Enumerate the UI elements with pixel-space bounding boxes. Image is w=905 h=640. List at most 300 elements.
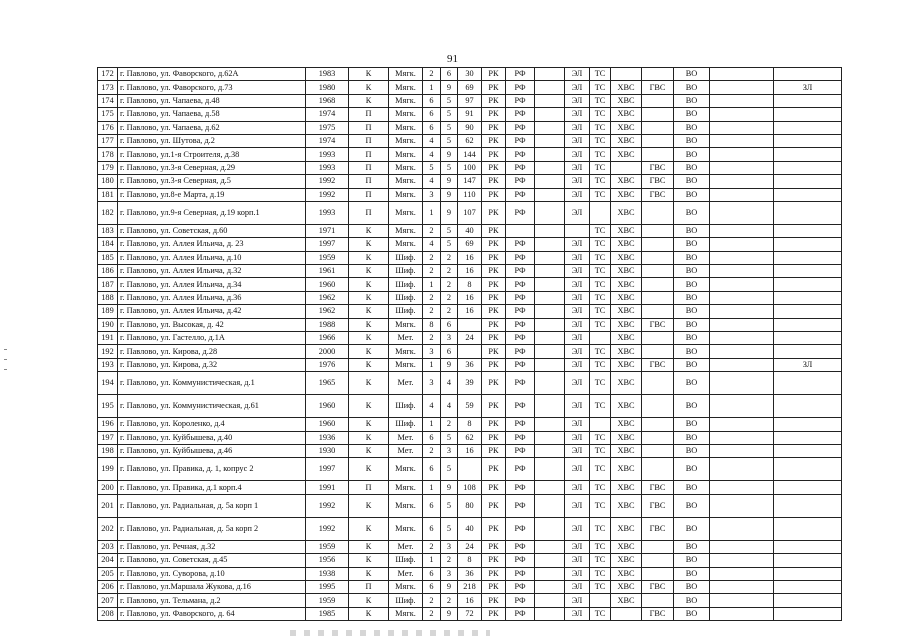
table-cell: 5 — [441, 121, 458, 134]
table-cell: ТС — [590, 345, 611, 358]
table-cell: 40 — [458, 517, 482, 540]
table-cell — [710, 481, 774, 494]
table-row — [98, 278, 842, 291]
table-cell — [642, 395, 674, 418]
table-cell — [642, 305, 674, 318]
table-cell — [710, 224, 774, 237]
table-cell: ХВС — [611, 291, 642, 304]
table-cell: 3 — [441, 332, 458, 345]
table-cell: РФ — [506, 121, 535, 134]
table-cell: 9 — [441, 175, 458, 188]
table-cell: Мет. — [389, 540, 423, 553]
table-cell: 1956 — [306, 554, 349, 567]
table-cell: 5 — [441, 431, 458, 444]
table-cell: 107 — [458, 201, 482, 224]
table-cell — [535, 607, 565, 620]
table-cell: 1997 — [306, 238, 349, 251]
table-cell: Мягк. — [389, 494, 423, 517]
table-cell: 6 — [423, 517, 441, 540]
table-cell: ТС — [590, 444, 611, 457]
table-cell: ВО — [674, 161, 710, 174]
table-cell — [710, 121, 774, 134]
table-cell: 59 — [458, 395, 482, 418]
table-cell: ХВС — [611, 318, 642, 331]
table-cell: Мягк. — [389, 68, 423, 81]
table-cell: 4 — [423, 395, 441, 418]
table-cell: ТС — [590, 134, 611, 147]
table-cell: ЭЛ — [565, 121, 590, 134]
table-cell: ЭЛ — [565, 265, 590, 278]
table-cell: 1992 — [306, 517, 349, 540]
row-number-cell: 205 — [98, 567, 118, 580]
table-cell: ЭЛ — [565, 358, 590, 371]
table-cell: 8 — [458, 278, 482, 291]
table-cell — [611, 161, 642, 174]
table-cell: Шиф. — [389, 278, 423, 291]
table-cell: 1962 — [306, 305, 349, 318]
table-cell: РФ — [506, 68, 535, 81]
table-cell: 5 — [441, 224, 458, 237]
table-cell — [774, 332, 842, 345]
table-cell: РК — [482, 108, 506, 121]
table-cell: 2 — [423, 607, 441, 620]
table-cell — [535, 431, 565, 444]
table-cell — [642, 444, 674, 457]
table-cell: К — [349, 372, 389, 395]
table-cell: ЭЛ — [565, 567, 590, 580]
table-cell: 1938 — [306, 567, 349, 580]
table-cell: Мягк. — [389, 175, 423, 188]
table-cell — [774, 121, 842, 134]
table-cell: РФ — [506, 372, 535, 395]
table-cell: ТС — [590, 458, 611, 481]
table-cell: ЭЛ — [565, 305, 590, 318]
table-cell: 1959 — [306, 251, 349, 264]
table-cell — [710, 567, 774, 580]
table-cell: ТС — [590, 395, 611, 418]
table-cell: 6 — [423, 567, 441, 580]
table-cell: ТС — [590, 188, 611, 201]
table-cell: 1 — [423, 481, 441, 494]
table-cell: ВО — [674, 567, 710, 580]
table-cell: К — [349, 554, 389, 567]
table-cell — [642, 148, 674, 161]
table-cell: 2 — [423, 265, 441, 278]
table-cell: П — [349, 108, 389, 121]
row-number-cell: 184 — [98, 238, 118, 251]
table-cell — [774, 148, 842, 161]
table-cell: РФ — [506, 494, 535, 517]
table-cell: ЭЛ — [565, 94, 590, 107]
table-cell: РФ — [506, 291, 535, 304]
table-cell: 218 — [458, 580, 482, 593]
table-cell: 147 — [458, 175, 482, 188]
table-cell: ТС — [590, 580, 611, 593]
table-row — [98, 345, 842, 358]
table-cell: РК — [482, 554, 506, 567]
address-cell: г. Павлово, ул. Чапаева, д.48 — [118, 94, 306, 107]
table-cell — [774, 554, 842, 567]
table-cell: РФ — [506, 332, 535, 345]
table-cell: ВО — [674, 458, 710, 481]
row-number-cell: 200 — [98, 481, 118, 494]
address-cell: г. Павлово, ул. Коммунистическая, д.1 — [118, 372, 306, 395]
table-cell: Мягк. — [389, 81, 423, 94]
table-cell — [535, 345, 565, 358]
table-cell — [774, 134, 842, 147]
table-cell: ТС — [590, 278, 611, 291]
row-number-cell: 190 — [98, 318, 118, 331]
table-cell: РФ — [506, 81, 535, 94]
table-cell: 9 — [441, 580, 458, 593]
table-cell: 2 — [441, 554, 458, 567]
table-cell — [710, 345, 774, 358]
table-cell: 108 — [458, 481, 482, 494]
table-row — [98, 332, 842, 345]
row-number-cell: 175 — [98, 108, 118, 121]
table-cell: ЭЛ — [565, 594, 590, 607]
table-cell: ГВС — [642, 161, 674, 174]
table-cell: РФ — [506, 278, 535, 291]
table-cell: РФ — [506, 305, 535, 318]
table-cell: 1962 — [306, 291, 349, 304]
table-cell: 4 — [423, 175, 441, 188]
table-cell: ХВС — [611, 594, 642, 607]
table-cell: ЭЛ — [565, 580, 590, 593]
table-cell: ТС — [590, 94, 611, 107]
table-cell: РФ — [506, 540, 535, 553]
table-cell: РФ — [506, 188, 535, 201]
table-cell — [535, 318, 565, 331]
table-cell: 5 — [441, 94, 458, 107]
table-cell — [774, 201, 842, 224]
table-row — [98, 224, 842, 237]
table-cell: Шиф. — [389, 594, 423, 607]
address-cell: г. Павлово, ул. Правика, д.1 корп.4 — [118, 481, 306, 494]
table-cell: 4 — [441, 372, 458, 395]
table-cell: 6 — [423, 494, 441, 517]
table-cell: 62 — [458, 134, 482, 147]
table-cell — [642, 291, 674, 304]
table-cell: ТС — [590, 481, 611, 494]
table-cell: РФ — [506, 251, 535, 264]
table-cell: Мягк. — [389, 345, 423, 358]
table-cell — [565, 224, 590, 237]
table-cell: ХВС — [611, 345, 642, 358]
table-cell: К — [349, 418, 389, 431]
address-cell: г. Павлово, ул. Аллея Ильича, д.10 — [118, 251, 306, 264]
table-cell: 1992 — [306, 175, 349, 188]
table-cell: ЭЛ — [565, 175, 590, 188]
table-cell: РК — [482, 318, 506, 331]
table-cell: 9 — [441, 358, 458, 371]
table-cell: ВО — [674, 517, 710, 540]
table-cell: ГВС — [642, 175, 674, 188]
table-cell: ВО — [674, 305, 710, 318]
table-cell — [535, 134, 565, 147]
table-cell: РК — [482, 161, 506, 174]
table-cell — [535, 332, 565, 345]
address-cell: г. Павлово, ул. Тельмана, д.2 — [118, 594, 306, 607]
table-cell: РФ — [506, 481, 535, 494]
row-number-cell: 185 — [98, 251, 118, 264]
table-cell: ЭЛ — [565, 238, 590, 251]
address-cell: г. Павлово, ул. Коммунистическая, д.61 — [118, 395, 306, 418]
table-cell: РФ — [506, 567, 535, 580]
table-cell: 24 — [458, 540, 482, 553]
table-cell: ТС — [590, 81, 611, 94]
table-cell: 2 — [423, 594, 441, 607]
address-cell: г. Павлово, ул. Аллея Ильича, д.36 — [118, 291, 306, 304]
table-cell: 6 — [423, 94, 441, 107]
table-cell — [611, 68, 642, 81]
address-cell: г. Павлово, ул. Шутова, д.2 — [118, 134, 306, 147]
address-cell: г. Павлово, ул. Советская, д.60 — [118, 224, 306, 237]
table-cell: 5 — [441, 161, 458, 174]
table-cell: 1 — [423, 418, 441, 431]
table-cell: ТС — [590, 517, 611, 540]
table-cell: ВО — [674, 148, 710, 161]
table-cell: РК — [482, 332, 506, 345]
table-cell: Мягк. — [389, 188, 423, 201]
table-cell — [642, 540, 674, 553]
table-cell: РФ — [506, 94, 535, 107]
table-row — [98, 188, 842, 201]
table-cell: ГВС — [642, 481, 674, 494]
table-cell: 36 — [458, 358, 482, 371]
table-cell — [710, 291, 774, 304]
table-cell: ВО — [674, 278, 710, 291]
table-cell — [710, 494, 774, 517]
table-cell — [535, 291, 565, 304]
table-cell: 24 — [458, 332, 482, 345]
table-cell: 2 — [441, 305, 458, 318]
table-cell — [774, 395, 842, 418]
row-number-cell: 183 — [98, 224, 118, 237]
table-cell: ХВС — [611, 372, 642, 395]
table-cell: 1961 — [306, 265, 349, 278]
table-cell — [642, 265, 674, 278]
table-cell: РФ — [506, 148, 535, 161]
table-cell: 1993 — [306, 148, 349, 161]
table-cell: ВО — [674, 332, 710, 345]
table-cell: К — [349, 444, 389, 457]
table-cell — [774, 318, 842, 331]
table-row — [98, 444, 842, 457]
table-cell: ЭЛ — [565, 444, 590, 457]
table-cell: ХВС — [611, 358, 642, 371]
table-cell — [774, 291, 842, 304]
address-cell: г. Павлово, ул. Правика, д. 1, копрус 2 — [118, 458, 306, 481]
table-row — [98, 161, 842, 174]
table-row — [98, 291, 842, 304]
table-cell: Мет. — [389, 444, 423, 457]
table-cell — [506, 224, 535, 237]
table-cell: ВО — [674, 540, 710, 553]
table-cell — [710, 188, 774, 201]
table-cell — [535, 148, 565, 161]
table-cell — [642, 201, 674, 224]
row-number-cell: 201 — [98, 494, 118, 517]
table-cell: ЭЛ — [565, 108, 590, 121]
table-cell: Мягк. — [389, 134, 423, 147]
table-cell — [710, 458, 774, 481]
table-cell — [710, 81, 774, 94]
table-row — [98, 567, 842, 580]
row-number-cell: 174 — [98, 94, 118, 107]
table-row — [98, 395, 842, 418]
table-cell: ГВС — [642, 517, 674, 540]
table-cell: РК — [482, 224, 506, 237]
table-cell: ВО — [674, 224, 710, 237]
address-cell: г. Павлово, ул. Кирова, д.28 — [118, 345, 306, 358]
table-cell: Мет. — [389, 567, 423, 580]
table-cell: 2 — [423, 224, 441, 237]
table-cell: ХВС — [611, 175, 642, 188]
table-cell: К — [349, 395, 389, 418]
table-cell: РК — [482, 265, 506, 278]
table-cell: Шиф. — [389, 418, 423, 431]
table-cell — [535, 540, 565, 553]
table-cell: ХВС — [611, 444, 642, 457]
table-cell — [642, 94, 674, 107]
table-body — [98, 68, 842, 621]
table-cell: РК — [482, 517, 506, 540]
row-number-cell: 191 — [98, 332, 118, 345]
table-cell: 1 — [423, 554, 441, 567]
table-cell — [774, 567, 842, 580]
table-cell: ТС — [590, 554, 611, 567]
table-row — [98, 580, 842, 593]
table-cell: ВО — [674, 108, 710, 121]
table-cell — [642, 278, 674, 291]
table-cell — [535, 238, 565, 251]
table-cell: ВО — [674, 481, 710, 494]
table-cell: 2 — [423, 332, 441, 345]
table-cell: Мягк. — [389, 358, 423, 371]
table-cell — [535, 68, 565, 81]
table-cell: ЭЛ — [565, 291, 590, 304]
table-cell: РФ — [506, 265, 535, 278]
table-cell — [535, 161, 565, 174]
table-cell — [535, 395, 565, 418]
table-cell: 1 — [423, 81, 441, 94]
margin-marks — [0, 340, 12, 400]
table-cell: 72 — [458, 607, 482, 620]
row-number-cell: 173 — [98, 81, 118, 94]
table-cell: ВО — [674, 395, 710, 418]
table-cell: РФ — [506, 594, 535, 607]
table-cell — [710, 607, 774, 620]
table-cell: ЭЛ — [565, 481, 590, 494]
table-cell: 6 — [423, 121, 441, 134]
table-cell: К — [349, 540, 389, 553]
table-cell: РК — [482, 372, 506, 395]
table-cell — [710, 594, 774, 607]
row-number-cell: 207 — [98, 594, 118, 607]
row-number-cell: 193 — [98, 358, 118, 371]
table-cell — [535, 372, 565, 395]
table-cell — [590, 332, 611, 345]
table-row — [98, 81, 842, 94]
table-cell — [642, 594, 674, 607]
table-cell: ХВС — [611, 458, 642, 481]
table-cell: 1997 — [306, 458, 349, 481]
row-number-cell: 198 — [98, 444, 118, 457]
table-cell — [774, 372, 842, 395]
table-cell: ТС — [590, 224, 611, 237]
address-cell: г. Павлово, ул.8-е Марта, д.19 — [118, 188, 306, 201]
table-cell: РФ — [506, 517, 535, 540]
address-cell: г. Павлово, ул. Куйбышева, д.40 — [118, 431, 306, 444]
table-cell: РФ — [506, 395, 535, 418]
table-cell — [642, 458, 674, 481]
table-row — [98, 431, 842, 444]
table-cell: 16 — [458, 291, 482, 304]
table-cell — [710, 540, 774, 553]
table-cell — [535, 81, 565, 94]
table-cell: 2 — [423, 251, 441, 264]
table-cell: 1993 — [306, 201, 349, 224]
table-cell — [535, 517, 565, 540]
row-number-cell: 179 — [98, 161, 118, 174]
table-row — [98, 540, 842, 553]
row-number-cell: 188 — [98, 291, 118, 304]
table-cell: РФ — [506, 444, 535, 457]
row-number-cell: 181 — [98, 188, 118, 201]
table-cell: 5 — [441, 517, 458, 540]
table-cell — [774, 418, 842, 431]
table-cell — [774, 238, 842, 251]
table-cell: 91 — [458, 108, 482, 121]
table-cell — [774, 540, 842, 553]
table-cell: ХВС — [611, 418, 642, 431]
table-cell: 1966 — [306, 332, 349, 345]
table-cell: ХВС — [611, 238, 642, 251]
table-cell: РК — [482, 540, 506, 553]
table-row — [98, 175, 842, 188]
row-number-cell: 192 — [98, 345, 118, 358]
table-cell: К — [349, 431, 389, 444]
table-cell — [611, 607, 642, 620]
table-cell: ТС — [590, 305, 611, 318]
table-cell — [710, 148, 774, 161]
address-cell: г. Павлово, ул.1-я Строителя, д.38 — [118, 148, 306, 161]
table-cell — [710, 305, 774, 318]
table-cell — [774, 431, 842, 444]
table-cell — [774, 94, 842, 107]
table-cell: 2 — [441, 251, 458, 264]
table-row — [98, 458, 842, 481]
table-cell: 100 — [458, 161, 482, 174]
table-row — [98, 134, 842, 147]
table-cell — [774, 345, 842, 358]
table-cell: К — [349, 291, 389, 304]
table-cell: Мягк. — [389, 224, 423, 237]
table-row — [98, 418, 842, 431]
table-cell: РК — [482, 431, 506, 444]
row-number-cell: 196 — [98, 418, 118, 431]
table-cell: 62 — [458, 431, 482, 444]
address-cell: г. Павлово, ул. Фаворского, д.73 — [118, 81, 306, 94]
table-cell: РК — [482, 345, 506, 358]
table-cell: К — [349, 238, 389, 251]
row-number-cell: 178 — [98, 148, 118, 161]
table-row — [98, 94, 842, 107]
address-cell: г. Павлово, ул.3-я Северная, д.5 — [118, 175, 306, 188]
faded-footer-text — [290, 630, 490, 636]
table-cell: 1975 — [306, 121, 349, 134]
